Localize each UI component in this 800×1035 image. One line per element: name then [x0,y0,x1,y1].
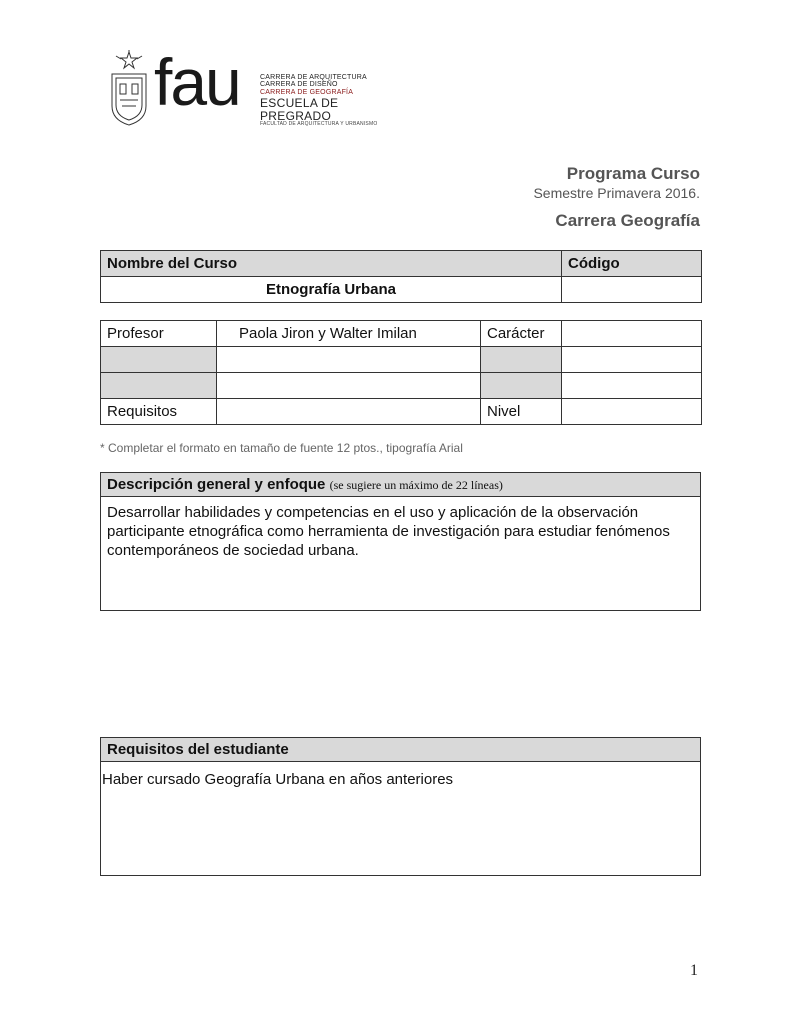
logo-line-geografia: CARRERA DE GEOGRAFÍA [260,88,354,96]
empty-cell [481,373,562,399]
requisitos-value [217,399,481,425]
empty-cell [101,373,217,399]
course-code-value [562,277,702,303]
format-note: * Completar el formato en tamaño de fuente 12 ptos., tipografía Arial [100,441,463,455]
fau-wordmark: fau [154,45,240,119]
empty-cell [217,373,481,399]
logo-school: ESCUELA DE PREGRADO [260,96,339,123]
empty-cell [101,347,217,373]
nivel-value [562,399,702,425]
logo-text [260,74,398,127]
empty-cell [481,347,562,373]
university-crest-icon [108,50,150,126]
description-heading-bar [101,473,700,497]
nivel-label: Nivel [481,399,562,425]
logo-faculty: FACULTAD DE ARQUITECTURA Y URBANISMO [260,121,378,128]
student-requirements-section [100,737,701,876]
page-title: Programa Curso [566,164,700,183]
semester-label: Semestre Primavera 2016. [533,185,700,201]
description-heading: Descripción general y enfoque [107,476,326,493]
profesor-label: Profesor [101,321,217,347]
empty-cell [562,347,702,373]
table-row [101,373,702,399]
course-value-row [101,277,702,303]
caracter-value [562,321,702,347]
description-text: Desarrollar habilidades y competencias en el uso y aplicación de la observación participante etnográfica como herramienta de investigación para estudiar fenómenos contemporáneos de sociedad urbana. [107,504,670,559]
career-label: Carrera Geografía [555,211,700,230]
fau-logo [108,45,398,130]
empty-cell [217,347,481,373]
course-name-value: Etnografía Urbana [101,277,562,303]
course-name-label: Nombre del Curso [101,251,562,277]
document-titles [400,164,700,231]
caracter-label: Carácter [481,321,562,347]
profesor-value: Paola Jiron y Walter Imilan [217,321,481,347]
professor-table [100,320,702,425]
table-row [101,347,702,373]
description-hint: (se sugiere un máximo de 22 líneas) [329,478,503,492]
course-table [100,250,702,303]
empty-cell [562,373,702,399]
logo-line-arquitectura: CARRERA DE ARQUITECTURA [260,74,367,81]
requisitos-label: Requisitos [101,399,217,425]
description-section [100,472,701,611]
logo-line-diseno: CARRERA DE DISEÑO [260,81,338,89]
table-row [101,321,702,347]
student-requirements-heading: Requisitos del estudiante [101,738,700,762]
student-requirements-text: Haber cursado Geografía Urbana en años anteriores [102,771,454,788]
course-header-row [101,251,702,277]
table-row [101,399,702,425]
page-number: 1 [690,962,698,979]
course-code-label: Código [562,251,702,277]
